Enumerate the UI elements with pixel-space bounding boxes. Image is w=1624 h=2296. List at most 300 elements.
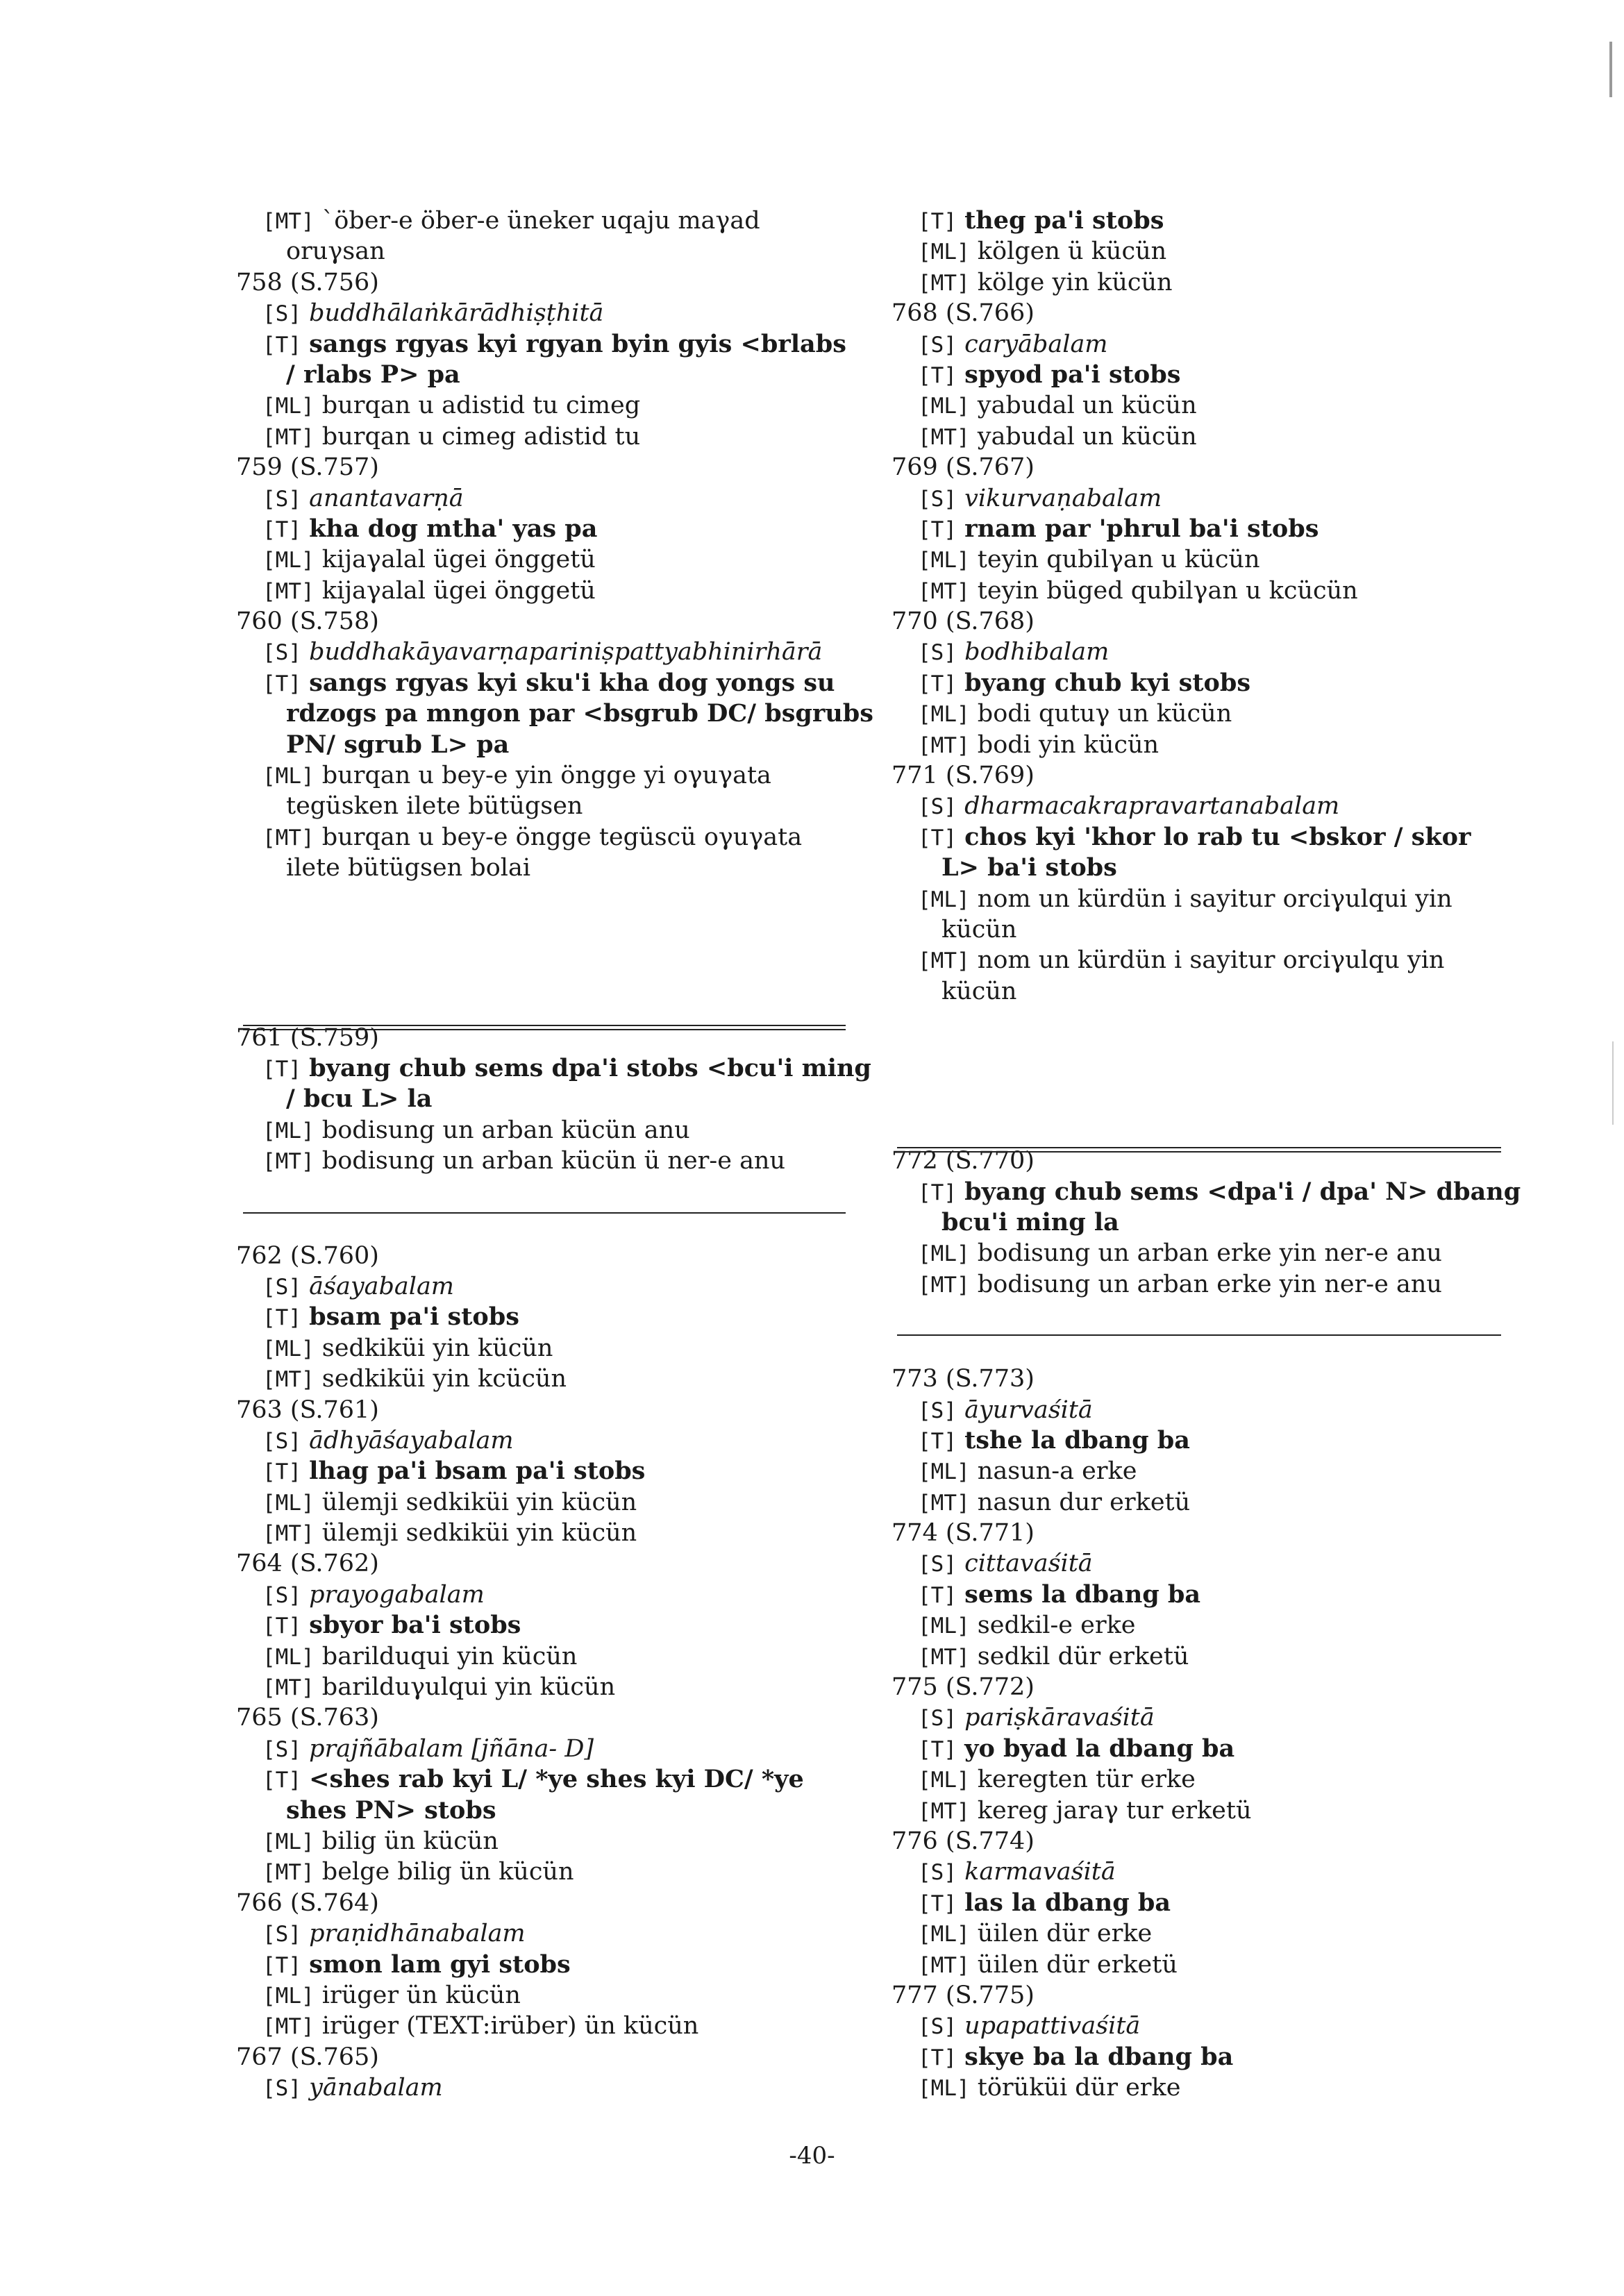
entry-line bbox=[891, 637, 1516, 667]
entry-text: keregten tür erke bbox=[977, 1766, 1196, 1794]
left-box-top-rule bbox=[243, 1025, 846, 1030]
entry-text: 768 (S.766) bbox=[891, 299, 1035, 328]
entry-text: caryābalam bbox=[964, 330, 1108, 358]
entry-text: rnam par 'phrul ba'i stobs bbox=[964, 514, 1319, 543]
entry-number bbox=[891, 760, 1516, 791]
language-tag: [MT] bbox=[262, 578, 315, 604]
entry-line bbox=[236, 421, 861, 452]
entry-line bbox=[891, 1795, 1516, 1826]
entry-text: yabudal un kücün bbox=[977, 392, 1197, 420]
left-box-bottom-rule bbox=[243, 1212, 846, 1214]
entry-text: kijaγalal ügei önggetü bbox=[321, 576, 596, 605]
entry-line bbox=[236, 1579, 861, 1610]
entry-line bbox=[891, 698, 1516, 729]
entry-line bbox=[236, 1271, 861, 1302]
language-tag: [T] bbox=[262, 332, 301, 358]
entry-line bbox=[891, 329, 1516, 360]
entry-text: buddhālaṅkārādhiṣṭhitā bbox=[309, 299, 604, 328]
entry-text: L> ba'i stobs bbox=[941, 853, 1117, 882]
entry-text: byang chub kyi stobs bbox=[964, 668, 1251, 697]
entry-text: kücün bbox=[941, 915, 1017, 944]
language-tag: [ML] bbox=[262, 1829, 315, 1854]
entry-line bbox=[236, 483, 861, 514]
entry-text: āyurvaśitā bbox=[964, 1396, 1093, 1424]
entry-line bbox=[891, 1734, 1516, 1764]
language-tag: [S] bbox=[918, 640, 957, 666]
entry-text: belge bilig ün kücün bbox=[321, 1858, 574, 1886]
entry-text: dharmacakrapravartanabalam bbox=[964, 792, 1340, 821]
entry-line bbox=[891, 2011, 1516, 2041]
entry-line bbox=[236, 1364, 861, 1394]
language-tag: [MT] bbox=[918, 270, 970, 296]
entry-text: praṇidhānabalam bbox=[309, 1920, 526, 1948]
entry-line bbox=[236, 2072, 861, 2103]
language-tag: [T] bbox=[918, 1891, 957, 1916]
entry-line bbox=[236, 390, 861, 421]
language-tag: [T] bbox=[262, 517, 301, 542]
entry-text: byang chub sems dpa'i stobs <bcu'i ming bbox=[309, 1053, 871, 1082]
entry-line bbox=[891, 791, 1516, 821]
right-box-block bbox=[891, 1146, 1521, 1300]
language-tag: [MT] bbox=[262, 1367, 315, 1393]
language-tag: [S] bbox=[262, 1274, 301, 1300]
entry-line bbox=[891, 1641, 1516, 1672]
entry-text: nasun-a erke bbox=[977, 1457, 1137, 1486]
entry-text: `öber-e öber-e üneker uqaju maγad bbox=[321, 207, 760, 235]
entry-text: 763 (S.761) bbox=[236, 1396, 379, 1424]
entry-text: sedkil-e erke bbox=[977, 1611, 1136, 1640]
language-tag: [T] bbox=[918, 1180, 957, 1205]
entry-line bbox=[891, 1888, 1516, 1918]
entry-number bbox=[891, 1672, 1516, 1702]
entry-line bbox=[236, 1950, 861, 1980]
entry-text: 773 (S.773) bbox=[891, 1365, 1035, 1393]
language-tag: [ML] bbox=[918, 702, 970, 728]
entry-text: bodisung un arban kücün ü ner-e anu bbox=[321, 1147, 786, 1175]
entry-number bbox=[236, 1888, 861, 1918]
entry-number bbox=[236, 1702, 861, 1733]
language-tag: [MT] bbox=[918, 1272, 970, 1298]
entry-line bbox=[891, 1456, 1516, 1486]
language-tag: [S] bbox=[262, 1428, 301, 1454]
language-tag: [MT] bbox=[918, 1644, 970, 1670]
entry-line bbox=[236, 1146, 861, 1176]
left-box-block bbox=[236, 1023, 871, 1177]
entry-text: 775 (S.772) bbox=[891, 1673, 1035, 1702]
entry-text: kha dog mtha' yas pa bbox=[309, 514, 598, 543]
entry-line bbox=[891, 1764, 1516, 1795]
entry-text: üilen dür erketü bbox=[977, 1950, 1178, 1979]
language-tag: [MT] bbox=[918, 424, 970, 450]
entry-line bbox=[236, 1734, 861, 1764]
language-tag: [T] bbox=[918, 825, 957, 850]
entry-text: burqan u bey-e öngge tegüscü oγuγata bbox=[321, 823, 803, 851]
entry-text: 758 (S.756) bbox=[236, 268, 379, 296]
entry-text: 767 (S.765) bbox=[236, 2043, 379, 2071]
entry-line bbox=[891, 206, 1516, 236]
entry-text: teyin qubilγan u kücün bbox=[977, 546, 1260, 574]
entry-text: skye ba la dbang ba bbox=[964, 2042, 1234, 2071]
entry-text: 776 (S.774) bbox=[891, 1827, 1035, 1855]
entry-line bbox=[891, 1548, 1516, 1579]
entry-continuation bbox=[236, 853, 861, 883]
entry-text: burqan u cimeg adistid tu bbox=[321, 422, 641, 451]
entry-line bbox=[891, 1238, 1516, 1268]
entry-text: irüger ün kücün bbox=[321, 1981, 521, 2009]
entry-text: bcu'i ming la bbox=[941, 1207, 1119, 1237]
entry-text: 774 (S.771) bbox=[891, 1519, 1035, 1548]
entry-line bbox=[891, 1702, 1516, 1733]
language-tag: [ML] bbox=[918, 240, 970, 265]
language-tag: [MT] bbox=[262, 2014, 315, 2040]
entry-text: barilduγulqui yin kücün bbox=[321, 1673, 616, 1702]
entry-text: āśayabalam bbox=[309, 1272, 454, 1300]
entry-text: lhag pa'i bsam pa'i stobs bbox=[309, 1457, 646, 1486]
entry-text: bsam pa'i stobs bbox=[309, 1302, 519, 1332]
entry-text: 771 (S.769) bbox=[891, 762, 1035, 790]
entry-line bbox=[891, 2072, 1516, 2103]
entry-text: bodi yin kücün bbox=[977, 730, 1160, 759]
entry-text: prajñābalam [jñāna- D] bbox=[309, 1734, 594, 1763]
entry-text: 759 (S.757) bbox=[236, 453, 379, 482]
entry-number bbox=[236, 1395, 861, 1425]
entry-line bbox=[891, 1487, 1516, 1518]
language-tag: [S] bbox=[918, 794, 957, 820]
right-column bbox=[891, 206, 1521, 2103]
entry-line bbox=[891, 1610, 1516, 1641]
entry-line bbox=[236, 1764, 861, 1795]
language-tag: [S] bbox=[262, 640, 301, 666]
entry-continuation bbox=[236, 698, 873, 729]
language-tag: [T] bbox=[918, 517, 957, 542]
entry-text: tshe la dbang ba bbox=[964, 1425, 1190, 1455]
entry-text: 765 (S.763) bbox=[236, 1704, 379, 1732]
scan-edge-mark bbox=[1612, 1041, 1614, 1125]
entry-line bbox=[891, 236, 1516, 267]
language-tag: [MT] bbox=[262, 1521, 315, 1547]
entry-line bbox=[236, 1053, 871, 1084]
language-tag: [ML] bbox=[918, 1922, 970, 1947]
entry-text: kereg jaraγ tur erketü bbox=[977, 1796, 1252, 1825]
language-tag: [ML] bbox=[918, 1241, 970, 1267]
entry-number bbox=[891, 1980, 1516, 2011]
language-tag: [S] bbox=[262, 2076, 301, 2102]
entry-line bbox=[236, 1425, 861, 1456]
language-tag: [MT] bbox=[918, 1490, 970, 1516]
entry-text: 769 (S.767) bbox=[891, 453, 1035, 482]
entry-text: chos kyi 'khor lo rab tu <bskor / skor bbox=[964, 822, 1471, 851]
entry-number bbox=[891, 298, 1516, 328]
entry-continuation bbox=[236, 730, 861, 760]
entry-text: bodhibalam bbox=[964, 638, 1110, 667]
entry-text: 761 (S.759) bbox=[236, 1023, 379, 1052]
language-tag: [T] bbox=[262, 1768, 301, 1793]
entry-text: vikurvaṇabalam bbox=[964, 484, 1162, 512]
entry-line bbox=[236, 514, 861, 544]
entry-text: buddhakāyavarṇapariniṣpattyabhinirhārā bbox=[309, 638, 823, 667]
language-tag: [T] bbox=[918, 362, 957, 388]
entry-text: teyin büged qubilγan u kcücün bbox=[977, 576, 1358, 605]
entry-number bbox=[236, 1548, 861, 1579]
entry-line bbox=[236, 1115, 861, 1146]
language-tag: [ML] bbox=[918, 1768, 970, 1793]
entry-text: irüger (TEXT:irüber) ün kücün bbox=[321, 2012, 699, 2041]
language-tag: [S] bbox=[262, 301, 301, 327]
entry-text: cittavaśitā bbox=[964, 1550, 1093, 1578]
entry-text: shes PN> stobs bbox=[286, 1795, 496, 1825]
entry-text: kölgen ü kücün bbox=[977, 237, 1167, 266]
entry-text: spyod pa'i stobs bbox=[964, 360, 1181, 389]
entry-text: 770 (S.768) bbox=[891, 607, 1035, 636]
page-number: -40- bbox=[789, 2142, 835, 2170]
language-tag: [S] bbox=[918, 1398, 957, 1423]
entry-line bbox=[891, 668, 1516, 698]
language-tag: [MT] bbox=[262, 1149, 315, 1175]
language-tag: [ML] bbox=[262, 1983, 315, 2009]
entry-text: kücün bbox=[941, 977, 1017, 1005]
entry-text: upapattivaśitā bbox=[964, 2012, 1141, 2041]
entry-text: rdzogs pa mngon par <bsgrub DC/ bsgrubs bbox=[286, 699, 873, 728]
entry-continuation bbox=[236, 236, 861, 267]
entry-line bbox=[891, 1395, 1516, 1425]
left-column bbox=[236, 206, 873, 2103]
language-tag: [T] bbox=[262, 1305, 301, 1331]
entry-number bbox=[891, 1826, 1516, 1857]
entry-text: / bcu L> la bbox=[286, 1084, 433, 1114]
entry-line bbox=[236, 1610, 861, 1641]
entry-line bbox=[891, 1579, 1516, 1610]
entry-text: smon lam gyi stobs bbox=[309, 1950, 571, 1979]
entry-line bbox=[891, 483, 1516, 514]
entry-text: bodisung un arban kücün anu bbox=[321, 1116, 690, 1144]
entry-line bbox=[891, 1857, 1516, 1887]
entry-text: nom un kürdün i sayitur orciγulqu yin bbox=[977, 946, 1445, 975]
entry-number bbox=[236, 1241, 861, 1271]
language-tag: [ML] bbox=[918, 394, 970, 419]
entry-text: burqan u adistid tu cimeg bbox=[321, 392, 641, 420]
language-tag: [ML] bbox=[262, 394, 315, 419]
entry-line bbox=[891, 945, 1516, 975]
entry-number bbox=[891, 1518, 1516, 1548]
entry-line bbox=[236, 1456, 861, 1486]
entry-text: sbyor ba'i stobs bbox=[309, 1611, 521, 1640]
entry-text: yānabalam bbox=[309, 2074, 443, 2102]
language-tag: [MT] bbox=[262, 1860, 315, 1886]
entry-line bbox=[236, 1487, 861, 1518]
entry-line bbox=[891, 730, 1516, 760]
entry-text: tegüsken ilete bütügsen bbox=[286, 792, 583, 821]
entry-line bbox=[891, 360, 1516, 390]
language-tag: [ML] bbox=[918, 2076, 970, 2102]
language-tag: [T] bbox=[262, 1459, 301, 1485]
entry-text: nom un kürdün i sayitur orciγulqui yin bbox=[977, 885, 1453, 913]
entry-line bbox=[236, 668, 861, 698]
entry-text: byang chub sems <dpa'i / dpa' N> dbang bbox=[964, 1177, 1521, 1206]
language-tag: [MT] bbox=[262, 1675, 315, 1701]
entry-line bbox=[891, 2042, 1516, 2072]
entry-text: anantavarṇā bbox=[309, 484, 464, 512]
entry-line bbox=[891, 1950, 1516, 1980]
entry-line bbox=[891, 267, 1516, 298]
entry-line bbox=[236, 298, 861, 328]
entry-line bbox=[891, 544, 1516, 575]
entry-text: ülemji sedkiküi yin kücün bbox=[321, 1488, 637, 1516]
entry-line bbox=[236, 1980, 861, 2011]
language-tag: [S] bbox=[918, 1552, 957, 1577]
entry-text: bilig ün kücün bbox=[321, 1827, 499, 1855]
entry-text: ādhyāśayabalam bbox=[309, 1426, 514, 1455]
language-tag: [MT] bbox=[918, 1798, 970, 1824]
entry-continuation bbox=[236, 791, 861, 821]
entry-line bbox=[236, 1302, 861, 1332]
entry-text: 762 (S.760) bbox=[236, 1241, 379, 1270]
entry-number bbox=[891, 1364, 1516, 1394]
entry-text: sedkil dür erketü bbox=[977, 1642, 1189, 1670]
language-tag: [MT] bbox=[918, 1952, 970, 1978]
language-tag: [S] bbox=[918, 2014, 957, 2040]
language-tag: [S] bbox=[918, 1860, 957, 1886]
language-tag: [S] bbox=[262, 1736, 301, 1762]
entry-line bbox=[891, 514, 1516, 544]
entry-text: 777 (S.775) bbox=[891, 1981, 1035, 2009]
language-tag: [ML] bbox=[262, 1118, 315, 1143]
entry-text: ülemji sedkiküi yin kücün bbox=[321, 1519, 637, 1548]
entry-line bbox=[891, 822, 1516, 853]
language-tag: [S] bbox=[918, 332, 957, 358]
entry-line bbox=[236, 760, 861, 791]
entry-line bbox=[891, 884, 1516, 914]
language-tag: [MT] bbox=[262, 424, 315, 450]
entry-text: barilduqui yin kücün bbox=[321, 1642, 578, 1670]
entry-text: yo byad la dbang ba bbox=[964, 1734, 1235, 1763]
entry-text: sems la dbang ba bbox=[964, 1579, 1201, 1609]
language-tag: [ML] bbox=[262, 1644, 315, 1670]
language-tag: [MT] bbox=[918, 948, 970, 974]
entry-line bbox=[236, 637, 861, 667]
entry-number bbox=[891, 452, 1516, 483]
entry-line bbox=[236, 1672, 861, 1702]
language-tag: [ML] bbox=[262, 548, 315, 573]
entry-continuation bbox=[236, 360, 861, 390]
entry-continuation bbox=[236, 1084, 861, 1114]
language-tag: [ML] bbox=[918, 548, 970, 573]
entry-text: PN/ sgrub L> pa bbox=[286, 730, 510, 759]
entry-line bbox=[236, 1918, 861, 1949]
language-tag: [S] bbox=[918, 1706, 957, 1732]
left-bottom-block bbox=[236, 1241, 861, 2104]
entry-line bbox=[891, 1269, 1516, 1300]
entry-number bbox=[236, 267, 861, 298]
entry-line bbox=[236, 544, 861, 575]
entry-line bbox=[891, 576, 1516, 606]
entry-line bbox=[236, 329, 861, 360]
entry-text: törüküi dür erke bbox=[977, 2074, 1181, 2102]
language-tag: [T] bbox=[262, 671, 301, 696]
entry-text: sangs rgyas kyi rgyan byin gyis <brlabs bbox=[309, 329, 846, 358]
language-tag: [T] bbox=[262, 1952, 301, 1978]
language-tag: [MT] bbox=[262, 825, 315, 850]
entry-text: las la dbang ba bbox=[964, 1888, 1171, 1917]
entry-line bbox=[891, 1425, 1516, 1456]
entry-text: kijaγalal ügei önggetü bbox=[321, 546, 596, 574]
entry-line bbox=[236, 1333, 861, 1364]
language-tag: [ML] bbox=[918, 1614, 970, 1639]
entry-line bbox=[891, 421, 1516, 452]
entry-continuation bbox=[891, 976, 1516, 1007]
language-tag: [T] bbox=[262, 1056, 301, 1082]
right-box-bottom-rule bbox=[897, 1334, 1501, 1336]
entry-line bbox=[236, 576, 861, 606]
entry-text: bodisung un arban erke yin ner-e anu bbox=[977, 1239, 1442, 1268]
entry-text: karmavaśitā bbox=[964, 1858, 1116, 1886]
entry-text: theg pa'i stobs bbox=[964, 206, 1164, 235]
entry-line bbox=[236, 2011, 861, 2041]
entry-text: sedkiküi yin kücün bbox=[321, 1334, 553, 1362]
entry-text: nasun dur erketü bbox=[977, 1488, 1191, 1516]
entry-text: burqan u bey-e yin öngge yi oγuγata bbox=[321, 762, 771, 790]
left-top-block bbox=[236, 206, 873, 884]
language-tag: [T] bbox=[918, 671, 957, 696]
language-tag: [T] bbox=[918, 1428, 957, 1454]
language-tag: [ML] bbox=[262, 764, 315, 789]
language-tag: [MT] bbox=[918, 578, 970, 604]
entry-text: prayogabalam bbox=[309, 1580, 485, 1609]
entry-line bbox=[236, 1857, 861, 1887]
entry-continuation bbox=[891, 914, 1516, 945]
right-box-top-rule bbox=[897, 1147, 1501, 1153]
entry-line bbox=[236, 1826, 861, 1857]
language-tag: [ML] bbox=[262, 1336, 315, 1361]
right-top-block bbox=[891, 206, 1516, 1007]
language-tag: [S] bbox=[918, 486, 957, 512]
language-tag: [T] bbox=[918, 1582, 957, 1608]
entry-text: pariṣkāravaśitā bbox=[964, 1704, 1155, 1732]
entry-number bbox=[236, 2042, 861, 2072]
entry-text: 766 (S.764) bbox=[236, 1888, 379, 1917]
language-tag: [T] bbox=[918, 1736, 957, 1762]
entry-continuation bbox=[236, 1795, 861, 1826]
entry-line bbox=[236, 1641, 861, 1672]
entry-text: 764 (S.762) bbox=[236, 1550, 379, 1578]
entry-number bbox=[891, 606, 1516, 637]
entry-line bbox=[891, 390, 1516, 421]
entry-text: / rlabs P> pa bbox=[286, 360, 460, 389]
entry-text: kölge yin kücün bbox=[977, 268, 1173, 296]
entry-line bbox=[891, 1177, 1521, 1207]
entry-text: bodisung un arban erke yin ner-e anu bbox=[977, 1270, 1442, 1298]
entry-line bbox=[891, 1918, 1516, 1949]
entry-number bbox=[236, 452, 861, 483]
scan-edge-mark bbox=[1609, 42, 1612, 97]
language-tag: [T] bbox=[262, 1614, 301, 1639]
language-tag: [S] bbox=[262, 1582, 301, 1608]
entry-text: sangs rgyas kyi sku'i kha dog yongs su bbox=[309, 668, 835, 697]
entry-text: 760 (S.758) bbox=[236, 607, 379, 636]
entry-continuation bbox=[891, 853, 1516, 883]
entry-line bbox=[236, 1518, 861, 1548]
right-bottom-block bbox=[891, 1364, 1516, 2103]
language-tag: [MT] bbox=[262, 209, 315, 234]
language-tag: [ML] bbox=[918, 887, 970, 912]
entry-text: üilen dür erke bbox=[977, 1920, 1153, 1948]
language-tag: [T] bbox=[918, 209, 957, 234]
entry-text: oruγsan bbox=[286, 237, 385, 266]
entry-text: sedkiküi yin kcücün bbox=[321, 1365, 567, 1393]
language-tag: [ML] bbox=[918, 1459, 970, 1485]
entry-line bbox=[236, 206, 861, 236]
entry-text: 772 (S.770) bbox=[891, 1147, 1035, 1175]
entry-text: yabudal un kücün bbox=[977, 422, 1197, 451]
